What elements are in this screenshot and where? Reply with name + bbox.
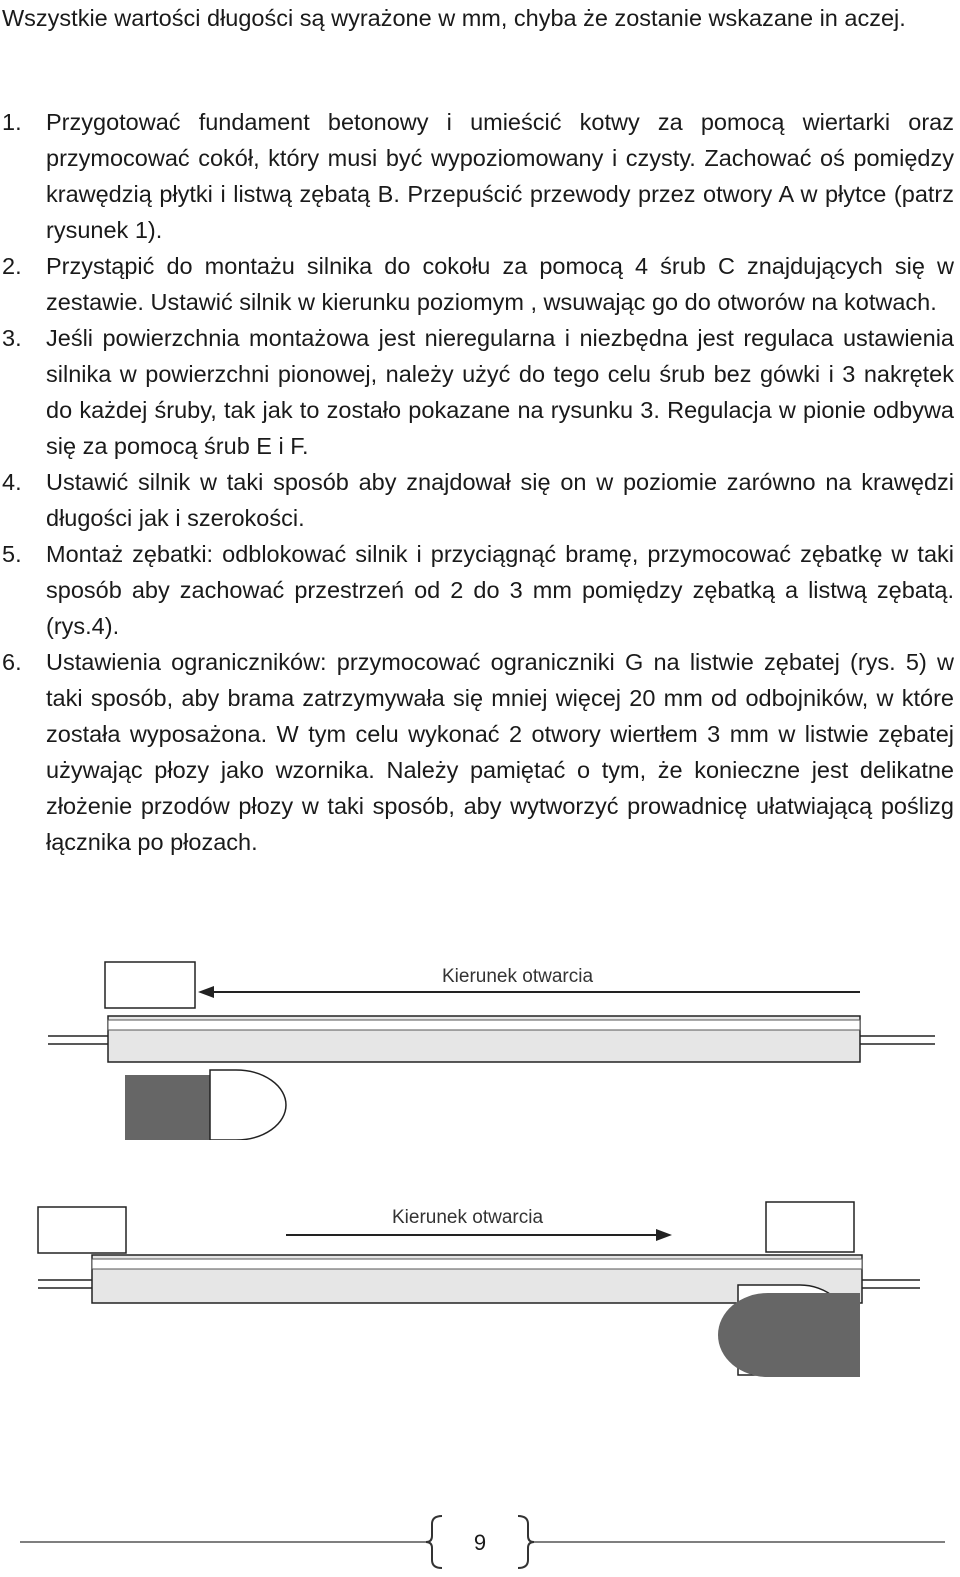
motor-cover — [210, 1070, 286, 1140]
gate-rack — [108, 1020, 860, 1030]
gate-diagram-left-opening — [0, 950, 960, 1140]
step-item — [2, 320, 954, 464]
gate-stop-block — [766, 1202, 854, 1252]
step-text: Przystąpić do montażu silnika do cokołu za pomocą 4 śrub C znajdujących się w zestawie. Ustawić silnik w kierunku poziomym , wsuwając go do otworów na kotwach. — [46, 253, 954, 315]
steps-list — [2, 104, 954, 860]
step-number: 5. — [2, 541, 22, 567]
step-number: 3. — [2, 325, 22, 351]
step-item — [2, 464, 954, 536]
gate-diagram-left-svg — [0, 950, 960, 1140]
gate-stop-block — [105, 962, 195, 1008]
page-number: 9 — [473, 1530, 487, 1555]
step-text: Ustawić silnik w taki sposób aby znajdował się on w poziomie zarówno na krawędzi długości jak i szerokości. — [46, 469, 954, 531]
step-number: 1. — [2, 109, 22, 135]
step-text: Przygotować fundament betonowy i umieścić kotwy za pomocą wiertarki oraz przymocować cokół, który musi być wypoziomowany i czysty. Zachować oś pomiędzy krawędzią płytki i listwą zębatą B. Przepuścić przewody przez otwory A w płytce (patrz rysunek 1). — [46, 109, 954, 243]
step-item — [2, 536, 954, 644]
step-item — [2, 248, 954, 320]
step-item — [2, 644, 954, 860]
step-text: Montaż zębatki: odblokować silnik i przyciągnąć bramę, przymocować zębatkę w taki sposób aby zachować przestrzeń od 2 do 3 mm pomiędzy zębatką a listwą zębatą. (rys.4). — [46, 541, 954, 639]
direction-label: Kierunek otwarcia — [442, 966, 594, 987]
gate-diagram-right-opening — [0, 1185, 960, 1405]
step-item — [2, 104, 954, 248]
step-number: 2. — [2, 253, 22, 279]
step-text: Jeśli powierzchnia montażowa jest nieregularna i niezbędna jest regulaca ustawienia silnika w powierzchni pionowej, należy użyć do tego celu śrub bez gówki i 3 nakrętek do każdej śruby, tak jak to zostało pokazane na rysunku 3. Regulacja w pionie odbywa się za pomocą śrub E i F. — [46, 325, 954, 459]
step-number: 4. — [2, 469, 22, 495]
intro-paragraph: Wszystkie wartości długości są wyrażone w mm, chyba że zostanie wskazane in aczej. — [2, 5, 906, 31]
right-brace-icon — [518, 1516, 534, 1568]
motor-body — [718, 1293, 860, 1377]
step-text: Ustawienia ograniczników: przymocować ograniczniki G na listwie zębatej (rys. 5) w taki sposób, aby brama zatrzymywała się mniej więcej 20 mm od odbojników, w które została wyposażona. W tym celu wykonać 2 otwory wiertłem 3 mm w listwie zębatej używając płozy jako wzornika. Należy pamiętać o tym, że konieczne jest delikatne złożenie przodów płozy w taki sposób, aby wytworzyć prowadnicę ułatwiającą poślizg łącznika po płozach. — [46, 649, 954, 855]
direction-arrowhead — [656, 1229, 672, 1241]
gate-diagram-right-svg — [0, 1185, 960, 1405]
gate-rack — [92, 1259, 862, 1269]
gate-stop-block — [38, 1207, 126, 1253]
direction-arrowhead — [198, 986, 214, 998]
step-number: 6. — [2, 649, 22, 675]
direction-label: Kierunek otwarcia — [392, 1207, 544, 1228]
